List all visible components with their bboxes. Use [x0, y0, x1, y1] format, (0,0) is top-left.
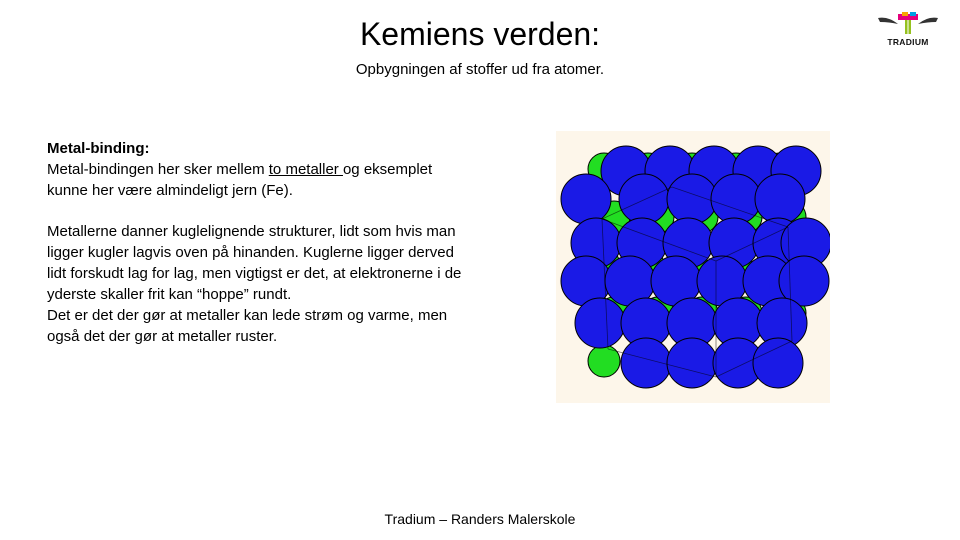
logo-text: TRADIUM	[887, 37, 929, 47]
slide-subtitle: Opbygningen af stoffer ud fra atomer.	[355, 61, 605, 78]
intro-paragraph	[47, 159, 477, 201]
intro-text-end: og eksemplet kunne her være almindeligt jern (Fe).	[47, 161, 433, 199]
content-text	[47, 138, 477, 347]
metal-lattice-figure	[556, 131, 830, 403]
blue-sphere	[753, 338, 803, 388]
blue-sphere	[561, 174, 611, 224]
paragraph-conduction: Det er det der gør at metaller kan lede strøm og varme, men også det der gør at metaller ruster.	[47, 307, 448, 345]
blue-sphere	[667, 338, 717, 388]
intro-text-start: Metal-bindingen her sker mellem	[47, 161, 269, 178]
blue-sphere	[711, 174, 761, 224]
slide-footer: Tradium – Randers Malerskole	[384, 511, 576, 527]
content-heading: Metal-binding:	[47, 140, 150, 157]
blue-sphere	[755, 174, 805, 224]
slide-title: Kemiens verden:	[359, 16, 601, 52]
green-sphere	[588, 345, 620, 377]
blue-sphere	[619, 174, 669, 224]
winged-t-logo-icon	[874, 10, 942, 38]
blue-sphere	[575, 298, 625, 348]
blue-sphere	[667, 174, 717, 224]
tradium-logo	[874, 10, 942, 50]
paragraph-structure: Metallerne danner kuglelignende strukturer, lidt som hvis man ligger kugler lagvis oven på hinanden. Kuglerne ligger derved lidt forskudt lag for lag, men vigtigst er det, at elektronerne i de yderste skaller frit kan “hoppe” rundt.	[47, 223, 462, 303]
intro-underlined: to metaller	[268, 161, 343, 178]
metal-lattice-spheres-illustration	[556, 131, 830, 403]
